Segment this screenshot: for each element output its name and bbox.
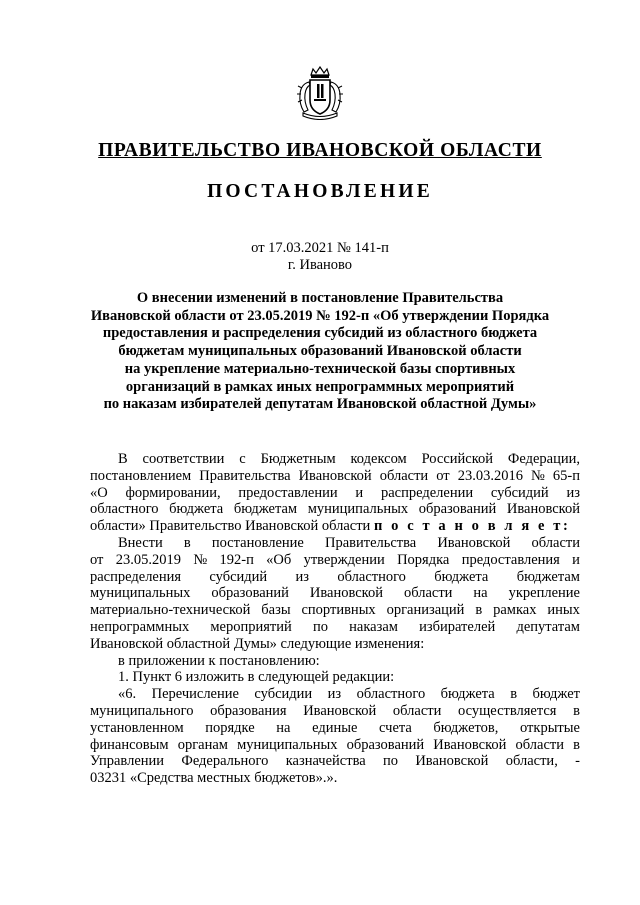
word: Ивановской [298,467,372,484]
word: Федерации, [507,451,580,467]
word: иных [547,602,580,619]
word: областного [356,686,426,703]
word: спортивных [301,602,376,619]
government-title: ПРАВИТЕЛЬСТВО ИВАНОВСКОЙ ОБЛАСТИ [98,140,542,161]
word: Ивановской [303,702,377,719]
word: областного [337,568,406,585]
word: муниципальных [90,585,191,602]
word: кодексом [350,451,407,467]
word: установленном [90,719,184,736]
word: бюджета [434,568,489,585]
word: образований [211,585,289,602]
word: депутатам [516,618,580,635]
word: области, [505,753,558,770]
word: - [575,753,580,770]
body-line-text: 03231 «Средства местных бюджетов».». [90,770,338,787]
body-line [90,602,580,619]
body-line [90,619,580,636]
word: Порядка [397,551,450,568]
word: постановление [211,534,304,551]
word: мероприятий [210,618,292,635]
word: с [239,451,246,467]
body-line [90,753,580,770]
body-line [90,703,580,720]
word: порядке [205,719,255,736]
word: субсидий [209,568,268,585]
word: муниципальных [307,501,409,518]
document-body [90,451,580,787]
word: рамках [493,602,537,619]
body-line [90,686,580,703]
word: соответствии [142,451,225,467]
word: в [183,534,191,551]
word: области [515,736,564,753]
word: от [436,467,450,484]
word: в [573,702,580,719]
body-line [90,569,580,586]
city: г. Иваново [287,257,353,273]
word: образований [418,501,497,518]
word: субсидий [490,484,549,501]
word: 23.03.2016 [457,467,523,484]
word: 65-п [552,467,580,484]
word: из [566,484,580,501]
heading-line: предоставления и распределения субсидий из областного бюджета [102,325,538,342]
body-line [90,518,580,535]
body-line [90,501,580,518]
resolves-phrase: п о с т а н о в л я е т: [373,518,571,535]
word: Ивановской [437,534,511,551]
word: бюджета [440,686,495,703]
word: Ивановской [415,753,489,770]
word: и [572,551,580,568]
word: Российской [421,451,494,467]
coat-of-arms-icon [295,66,345,120]
body-line [90,720,580,737]
word: из [327,686,342,703]
word: «6. [118,686,137,703]
word: 23.05.2019 [115,551,181,568]
word: постановлением [90,467,192,484]
word: на [473,585,488,602]
word: формировании, [125,484,221,501]
word: Ивановской [309,585,383,602]
word: № [193,551,208,568]
word: муниципального [90,702,194,719]
document-meta [0,240,640,274]
word: образований [346,736,425,753]
word: муниципальных [237,736,338,753]
document-type: ПОСТАНОВЛЕНИЕ [207,181,433,202]
word: Перечисление [151,686,239,703]
word: в [573,736,580,753]
body-line [90,737,580,754]
heading-line: организаций в рамках иных непрограммных мероприятий [125,378,515,395]
word: из [295,568,310,585]
word: осуществляется [458,702,557,719]
word: образования [210,702,287,719]
body-line-text: области» Правительство Ивановской области [90,518,374,535]
word: бюджетов, [433,719,499,736]
word: казначейства [285,753,366,770]
word: предоставлении [238,484,338,501]
word: организаций [386,602,465,619]
body-line [90,552,580,569]
word: и [355,484,364,501]
word: от [90,551,104,568]
word: Правительства [199,467,291,484]
word: «О [90,484,108,501]
word: избирателей [419,618,496,635]
body-line-text: 1. Пункт 6 изложить в следующей редакции: [118,669,395,686]
body-line [90,585,580,602]
word: в [475,602,483,619]
body-line [90,653,580,670]
heading-line: бюджетам муниципальных образований Ивановской области [118,343,522,360]
word: Бюджетным [260,451,336,467]
heading-line: О внесении изменений в постановление Правительства [136,290,504,306]
word: материально-технической [90,602,251,619]
word: бюджет [532,686,580,703]
body-line [90,468,580,485]
word: наказам [349,618,398,635]
body-line-text: в приложении к постановлению: [118,652,320,669]
word: в [510,686,518,703]
word: Ивановской [506,501,580,518]
word: Правительства [324,534,417,551]
word: распределении [380,484,474,501]
word: «Об [266,551,292,568]
word: Федерального [181,753,269,770]
document-heading [60,290,580,414]
word: предоставления [461,551,560,568]
word: финансовым [90,736,169,753]
word: области [392,702,442,719]
word: по [382,753,398,770]
word: по [312,618,328,635]
word: субсидии [254,686,313,703]
word: бюджетам [516,568,580,585]
word: 192-п [219,551,254,568]
heading-line: на укрепление материально-технической базы спортивных [124,360,516,377]
word: области [531,534,580,551]
word: открытые [520,719,580,736]
word: на [276,719,291,736]
word: Ивановской [433,736,507,753]
word: базы [261,602,291,619]
word: области [403,585,453,602]
word: утверждении [303,551,385,568]
heading-line: Ивановской области от 23.05.2019 № 192-п «Об утверждении Порядка [90,307,550,324]
heading-line: по наказам избирателей депутатам Ивановской областной Думы» [103,396,537,413]
word: Внести [118,534,163,551]
word: единые [312,719,358,736]
word: Управлении [90,753,165,770]
body-line-text: Ивановской областной Думы» следующие изменения: [90,635,425,652]
word: бюджета [169,501,224,518]
word: области [379,467,429,484]
body-line [90,485,580,502]
word: областного [90,501,159,518]
body-line [90,451,580,468]
body-line [90,669,580,686]
word: В [118,451,128,467]
word: № [531,467,545,484]
word: укрепление [508,585,580,602]
word: счета [379,719,412,736]
word: бюджетам [233,501,298,518]
word: непрограммных [90,618,190,635]
body-line [90,636,580,653]
date-number: от 17.03.2021 № 141-п [251,240,389,256]
word: распределения [90,568,182,585]
word: органам [177,736,228,753]
body-line [90,535,580,552]
body-line [90,770,580,787]
